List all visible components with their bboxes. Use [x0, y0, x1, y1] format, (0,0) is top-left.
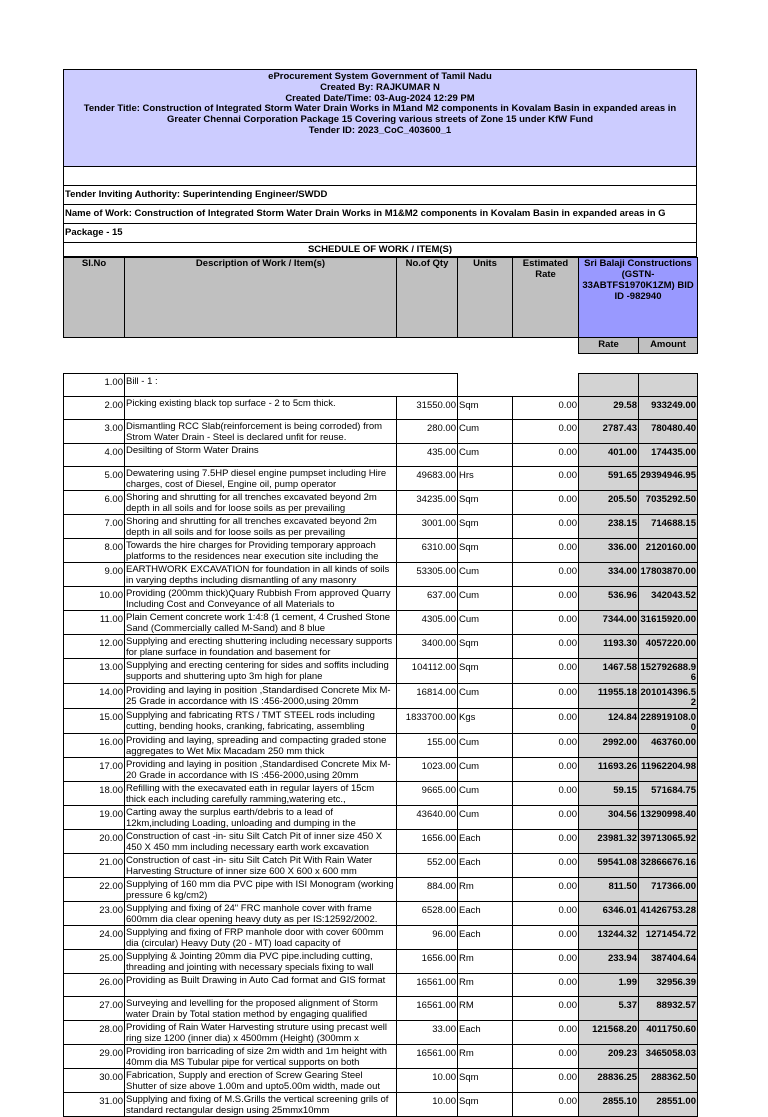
row-amount-text: 342043.52	[651, 590, 696, 601]
row-amount	[639, 997, 698, 1021]
row-amount-text: 463760.00	[651, 737, 696, 748]
table-row	[64, 467, 698, 491]
row-estimated-rate: 0.00	[513, 659, 579, 684]
row-amount	[639, 830, 698, 854]
row-description: Providing (200mm thick)Quary Rubbish From approved Quarry Including Cost and Conveyance of all Materials to	[125, 587, 397, 611]
row-unit: Sqm	[458, 539, 513, 563]
row-description: Fabrication, Supply and erection of Screw Gearing Steel Shutter of size above 1.00m and upto5.00m width, made out	[125, 1069, 397, 1093]
row-rate: 5.37	[579, 997, 639, 1021]
row-qty: 16561.00	[397, 974, 458, 997]
row-slno: 28.00	[64, 1021, 125, 1045]
row-amount	[639, 950, 698, 974]
row-estimated-rate: 0.00	[513, 587, 579, 611]
row-description: Construction of cast -in- situ Silt Catch Pit of inner size 450 X 450 X 450 mm including necessary earth work excavation	[125, 830, 397, 854]
row-qty: 43640.00	[397, 806, 458, 830]
row-qty: 33.00	[397, 1021, 458, 1045]
row-amount-text: 32956.39	[656, 977, 696, 988]
row-amount-text: 11962204.98	[641, 761, 696, 772]
row-description: Refilling with the execavated eath in regular layers of 15cm thick each including carefully ramming,watering etc.,	[125, 782, 397, 806]
row-unit: Each	[458, 830, 513, 854]
row-amount	[639, 902, 698, 926]
row-amount	[639, 1021, 698, 1045]
row-rate: 124.84	[579, 709, 639, 734]
row-amount-text: 41426753.28	[640, 905, 696, 916]
row-qty: 280.00	[397, 420, 458, 444]
row-estimated-rate: 0.00	[513, 444, 579, 467]
row-amount	[639, 539, 698, 563]
row-slno: 12.00	[64, 635, 125, 659]
row-amount-text: 1271454.72	[645, 929, 696, 940]
row-estimated-rate: 0.00	[513, 1093, 579, 1117]
row-amount-text: 228919108.00	[640, 712, 696, 733]
table-row	[64, 659, 698, 684]
row-qty: 16814.00	[397, 684, 458, 709]
row-estimated-rate: 0.00	[513, 684, 579, 709]
row-slno: 31.00	[64, 1093, 125, 1117]
row-slno: 18.00	[64, 782, 125, 806]
row-estimated-rate: 0.00	[513, 467, 579, 491]
row-slno: 25.00	[64, 950, 125, 974]
row-amount-text: 933249.00	[651, 400, 696, 411]
row-slno: 10.00	[64, 587, 125, 611]
col-estimated-rate: Estimated Rate	[513, 258, 579, 338]
row-rate: 334.00	[579, 563, 639, 587]
report-header	[63, 69, 697, 167]
row-description: Supplying and erecting centering for sides and soffits including supports and shuttering upto 3m high for plane	[125, 659, 397, 684]
row-description: Supplying and fixing of FRP manhole door with cover 600mm dia (circular) Heavy Duty (20 - MT) load capacity of	[125, 926, 397, 950]
table-row	[64, 515, 698, 539]
tender-id: Tender ID: 2023_CoC_403600_1	[308, 124, 452, 136]
table-row	[64, 878, 698, 902]
row-qty: 34235.00	[397, 491, 458, 515]
row-rate: 121568.20	[579, 1021, 639, 1045]
row-unit: Each	[458, 926, 513, 950]
row-rate: 1467.58	[579, 659, 639, 684]
row-slno: 23.00	[64, 902, 125, 926]
row-slno: 30.00	[64, 1069, 125, 1093]
row-rate: 2787.43	[579, 420, 639, 444]
row-qty: 16561.00	[397, 997, 458, 1021]
table-row	[64, 491, 698, 515]
row-qty: 1656.00	[397, 830, 458, 854]
row-qty: 10.00	[397, 1069, 458, 1093]
row-estimated-rate: 0.00	[513, 950, 579, 974]
row-description: Supplying of 160 mm dia PVC pipe with ISI Monogram (working pressure 6 kg/cm2)	[125, 878, 397, 902]
row-rate: 23981.32	[579, 830, 639, 854]
row-unit: Cum	[458, 782, 513, 806]
row-description: Supplying and fabricating RTS / TMT STEEL rods including cutting, bending hooks, cranking, fabricating, assembling	[125, 709, 397, 734]
row-amount-text: 714688.15	[651, 518, 696, 529]
row-rate: 2992.00	[579, 734, 639, 758]
bill-row	[64, 374, 698, 397]
row-qty: 3001.00	[397, 515, 458, 539]
row-rate: 59541.08	[579, 854, 639, 878]
row-description: Towards the hire charges for Providing temporary approach platforms to the residences near execution site including the	[125, 539, 397, 563]
row-rate: 304.56	[579, 806, 639, 830]
row-rate: 1.99	[579, 974, 639, 997]
row-slno: 16.00	[64, 734, 125, 758]
row-description: Desilting of Storm Water Drains	[125, 444, 397, 467]
col-rate: Rate	[579, 338, 639, 354]
row-estimated-rate: 0.00	[513, 734, 579, 758]
row-rate: 59.15	[579, 782, 639, 806]
row-estimated-rate: 0.00	[513, 854, 579, 878]
row-description: Supplying and fixing of M.S.Grills the vertical screening grils of standard rectangular design using 25mmx10mm	[125, 1093, 397, 1117]
row-rate: 1193.30	[579, 635, 639, 659]
row-amount-text: 88932.57	[656, 1000, 696, 1011]
row-amount	[639, 684, 698, 709]
row-unit: Cum	[458, 444, 513, 467]
column-header-table	[63, 257, 698, 354]
row-amount-text: 32866676.16	[640, 857, 696, 868]
row-description: EARTHWORK EXCAVATION for foundation in all kinds of soils in varying depths including dismantling of any masonry	[125, 563, 397, 587]
row-rate: 536.96	[579, 587, 639, 611]
row-unit: Rm	[458, 950, 513, 974]
row-estimated-rate: 0.00	[513, 515, 579, 539]
row-amount-text: 174435.00	[651, 447, 696, 458]
table-row	[64, 563, 698, 587]
col-units: Units	[458, 258, 513, 338]
row-slno: 15.00	[64, 709, 125, 734]
header-created-by: Created By: RAJKUMAR N	[320, 81, 440, 93]
table-row	[64, 758, 698, 782]
row-description: Shoring and shrutting for all trenches excavated beyond 2m depth in all soils and for loose soils as per prevailing	[125, 515, 397, 539]
row-qty: 9665.00	[397, 782, 458, 806]
row-amount	[639, 974, 698, 997]
row-description: Supplying & Jointing 20mm dia PVC pipe.including cutting, threading and jointing with necessary specials fixing to wall	[125, 950, 397, 974]
table-row	[64, 1093, 698, 1117]
name-of-work: Name of Work: Construction of Integrated Storm Water Drain Works in M1&M2 components in Kovalam Basin in expanded areas in G	[63, 205, 697, 224]
row-qty: 1656.00	[397, 950, 458, 974]
row-unit: Hrs	[458, 467, 513, 491]
row-amount	[639, 1069, 698, 1093]
row-amount	[639, 444, 698, 467]
table-row	[64, 444, 698, 467]
row-slno: 7.00	[64, 515, 125, 539]
row-rate: 13244.32	[579, 926, 639, 950]
row-amount	[639, 854, 698, 878]
table-row	[64, 587, 698, 611]
row-slno: 26.00	[64, 974, 125, 997]
col-description: Description of Work / Item(s)	[125, 258, 397, 338]
row-slno: 17.00	[64, 758, 125, 782]
row-qty: 6310.00	[397, 539, 458, 563]
row-unit: Rm	[458, 974, 513, 997]
row-slno: 14.00	[64, 684, 125, 709]
row-unit: Sqm	[458, 1069, 513, 1093]
table-row	[64, 950, 698, 974]
row-estimated-rate: 0.00	[513, 782, 579, 806]
row-estimated-rate: 0.00	[513, 1069, 579, 1093]
row-slno: 20.00	[64, 830, 125, 854]
row-estimated-rate: 0.00	[513, 709, 579, 734]
row-slno: 11.00	[64, 611, 125, 635]
row-description: Supplying and erecting shuttering including necessary supports for plane surface in foundation and basement for	[125, 635, 397, 659]
row-qty: 16561.00	[397, 1045, 458, 1069]
row-unit: Cum	[458, 611, 513, 635]
header-blank	[64, 338, 579, 354]
row-description: Supplying and fixing of 24" FRC manhole cover with frame 600mm dia clear opening heavy duty as per IS:12592/2002.	[125, 902, 397, 926]
row-amount-text: 780480.40	[651, 423, 696, 434]
row-qty: 10.00	[397, 1093, 458, 1117]
row-estimated-rate: 0.00	[513, 758, 579, 782]
row-estimated-rate: 0.00	[513, 1021, 579, 1045]
row-description: Providing as Built Drawing in Auto Cad format and GIS format	[125, 974, 397, 997]
col-qty: No.of Qty	[397, 258, 458, 338]
row-estimated-rate: 0.00	[513, 420, 579, 444]
row-qty: 31550.00	[397, 397, 458, 420]
row-amount-text: 4057220.00	[645, 638, 696, 649]
items-table	[63, 373, 698, 1117]
row-description: Plain Cement concrete work 1:4:8 (1 cement, 4 Crushed Stone Sand (Commercially called M-Sand) and 8 blue	[125, 611, 397, 635]
row-amount-text: 17803870.00	[640, 566, 696, 577]
row-estimated-rate: 0.00	[513, 635, 579, 659]
row-amount	[639, 878, 698, 902]
row-description: Providing and laying in position ,Standardised Concrete Mix M-20 Grade in accordance with IS :456-2000,using 20mm	[125, 758, 397, 782]
row-unit: Sqm	[458, 1093, 513, 1117]
row-description: Surveying and levelling for the proposed alignment of Storm water Drain by Total station method by engaging qualified	[125, 997, 397, 1021]
row-rate: 29.58	[579, 397, 639, 420]
header-system: eProcurement System Government of Tamil Nadu	[268, 71, 492, 82]
row-qty: 1023.00	[397, 758, 458, 782]
row-estimated-rate: 0.00	[513, 926, 579, 950]
row-unit: Cum	[458, 587, 513, 611]
spacer-row	[63, 167, 697, 186]
table-row	[64, 611, 698, 635]
row-slno: 22.00	[64, 878, 125, 902]
row-unit: Each	[458, 1021, 513, 1045]
row-qty: 104112.00	[397, 659, 458, 684]
row-estimated-rate: 0.00	[513, 539, 579, 563]
row-unit: Cum	[458, 684, 513, 709]
row-rate: 336.00	[579, 539, 639, 563]
row-unit: Kgs	[458, 709, 513, 734]
row-unit: Sqm	[458, 515, 513, 539]
row-amount	[639, 758, 698, 782]
table-row	[64, 806, 698, 830]
row-amount	[639, 926, 698, 950]
row-amount	[639, 563, 698, 587]
row-description: Construction of cast -in- situ Silt Catch Pit With Rain Water Harvesting Structure of inner size 600 X 600 x 600 mm	[125, 854, 397, 878]
col-slno: Sl.No	[64, 258, 125, 338]
row-description: Providing of Rain Water Harvesting struture using precast well ring size 1200 (inner dia) x 4500mm (Height) (300mm x	[125, 1021, 397, 1045]
table-row	[64, 709, 698, 734]
row-rate: 2855.10	[579, 1093, 639, 1117]
row-amount-text: 571684.75	[651, 785, 696, 796]
row-estimated-rate: 0.00	[513, 611, 579, 635]
col-amount: Amount	[639, 338, 698, 354]
row-qty: 155.00	[397, 734, 458, 758]
row-qty: 53305.00	[397, 563, 458, 587]
row-slno: 24.00	[64, 926, 125, 950]
row-amount-text: 7035292.50	[645, 494, 696, 505]
row-amount	[639, 467, 698, 491]
row-amount	[639, 397, 698, 420]
row-unit: Each	[458, 854, 513, 878]
row-unit: Sqm	[458, 659, 513, 684]
row-amount	[639, 515, 698, 539]
row-slno: 9.00	[64, 563, 125, 587]
row-amount	[639, 491, 698, 515]
row-amount-text: 4011750.60	[646, 1024, 696, 1035]
row-estimated-rate: 0.00	[513, 878, 579, 902]
row-slno: 8.00	[64, 539, 125, 563]
row-estimated-rate: 0.00	[513, 997, 579, 1021]
row-amount-text: 2120160.00	[645, 542, 696, 553]
row-description: Providing and laying in position ,Standardised Concrete Mix M-25 Grade in accordance with IS :456-2000,using 20mm	[125, 684, 397, 709]
row-rate: 11955.18	[579, 684, 639, 709]
row-unit: Sqm	[458, 491, 513, 515]
row-qty: 1833700.00	[397, 709, 458, 734]
row-amount-text: 387404.64	[651, 953, 696, 964]
row-amount-text: 288362.50	[651, 1072, 696, 1083]
row-slno: 4.00	[64, 444, 125, 467]
row-amount-text: 717366.00	[651, 881, 696, 892]
row-slno: 19.00	[64, 806, 125, 830]
bill-sl: 1.00	[64, 374, 125, 397]
row-amount	[639, 782, 698, 806]
row-qty: 552.00	[397, 854, 458, 878]
table-row	[64, 854, 698, 878]
gap	[63, 354, 697, 373]
schedule-sheet	[63, 69, 697, 1117]
row-rate: 811.50	[579, 878, 639, 902]
row-rate: 233.94	[579, 950, 639, 974]
table-row	[64, 420, 698, 444]
row-amount-text: 39713065.92	[640, 833, 696, 844]
row-description: Providing and laying, spreading and compacting graded stone aggregates to Wet Mix Macadam 250 mm thick	[125, 734, 397, 758]
bill-label: Bill - 1 :	[125, 374, 458, 397]
row-description: Shoring and shrutting for all trenches excavated beyond 2m depth in all soils and for loose soils as per prevailing	[125, 491, 397, 515]
row-slno: 6.00	[64, 491, 125, 515]
table-row	[64, 1021, 698, 1045]
row-slno: 13.00	[64, 659, 125, 684]
table-row	[64, 635, 698, 659]
table-row	[64, 1045, 698, 1069]
row-amount-text: 3465058.03	[645, 1048, 696, 1059]
row-estimated-rate: 0.00	[513, 830, 579, 854]
table-row	[64, 684, 698, 709]
row-estimated-rate: 0.00	[513, 491, 579, 515]
table-row	[64, 734, 698, 758]
row-amount	[639, 635, 698, 659]
col-bidder: Sri Balaji Constructions (GSTN-33ABTFS1970K1ZM) BID ID -982940	[579, 258, 698, 338]
row-rate: 7344.00	[579, 611, 639, 635]
row-rate: 238.15	[579, 515, 639, 539]
row-amount	[639, 1093, 698, 1117]
row-unit: RM	[458, 997, 513, 1021]
table-row	[64, 539, 698, 563]
row-estimated-rate: 0.00	[513, 1045, 579, 1069]
row-amount-text: 31615920.00	[640, 614, 696, 625]
row-amount	[639, 611, 698, 635]
row-slno: 2.00	[64, 397, 125, 420]
row-estimated-rate: 0.00	[513, 806, 579, 830]
row-unit: Rm	[458, 1045, 513, 1069]
row-estimated-rate: 0.00	[513, 563, 579, 587]
row-unit: Cum	[458, 758, 513, 782]
row-unit: Rm	[458, 878, 513, 902]
row-estimated-rate: 0.00	[513, 397, 579, 420]
row-amount	[639, 420, 698, 444]
row-qty: 435.00	[397, 444, 458, 467]
row-description: Dewatering using 7.5HP diesel engine pumpset including Hire charges, cost of Diesel, Engine oil, pump operator	[125, 467, 397, 491]
row-qty: 884.00	[397, 878, 458, 902]
row-rate: 401.00	[579, 444, 639, 467]
row-unit: Sqm	[458, 635, 513, 659]
row-slno: 3.00	[64, 420, 125, 444]
row-amount	[639, 1045, 698, 1069]
row-slno: 29.00	[64, 1045, 125, 1069]
row-amount	[639, 659, 698, 684]
row-unit: Each	[458, 902, 513, 926]
schedule-title: SCHEDULE OF WORK / ITEM(S)	[63, 242, 697, 257]
table-row	[64, 830, 698, 854]
table-row	[64, 997, 698, 1021]
row-amount-text: 29394946.95	[640, 470, 696, 481]
row-unit: Sqm	[458, 397, 513, 420]
tender-authority: Tender Inviting Authority: Superintending Engineer/SWDD	[63, 186, 697, 205]
table-row	[64, 974, 698, 997]
row-slno: 21.00	[64, 854, 125, 878]
table-row	[64, 782, 698, 806]
row-amount	[639, 587, 698, 611]
row-rate: 11693.26	[579, 758, 639, 782]
row-rate: 591.65	[579, 467, 639, 491]
row-slno: 27.00	[64, 997, 125, 1021]
row-qty: 4305.00	[397, 611, 458, 635]
row-amount-text: 201014396.52	[640, 687, 696, 708]
row-amount-text: 13290998.40	[640, 809, 696, 820]
row-amount	[639, 709, 698, 734]
row-qty: 6528.00	[397, 902, 458, 926]
row-qty: 96.00	[397, 926, 458, 950]
row-amount-text: 28551.00	[656, 1096, 696, 1107]
row-description: Carting away the surplus earth/debris to a lead of 12km,including Loading, unloading and dumping in the	[125, 806, 397, 830]
row-qty: 637.00	[397, 587, 458, 611]
row-amount	[639, 806, 698, 830]
row-unit: Cum	[458, 734, 513, 758]
row-rate: 6346.01	[579, 902, 639, 926]
row-description: Picking existing black top surface - 2 to 5cm thick.	[125, 397, 397, 420]
row-slno: 5.00	[64, 467, 125, 491]
table-row	[64, 397, 698, 420]
row-estimated-rate: 0.00	[513, 974, 579, 997]
row-rate: 205.50	[579, 491, 639, 515]
row-qty: 49683.00	[397, 467, 458, 491]
row-rate: 28836.25	[579, 1069, 639, 1093]
table-row	[64, 926, 698, 950]
header-created-date: Created Date/Time: 03-Aug-2024 12:29 PM	[285, 92, 475, 104]
package-label: Package - 15	[63, 224, 697, 242]
row-description: Dismantling RCC Slab(reinforcement is being corroded) from Strom Water Drain - Steel is declared unfit for reuse.	[125, 420, 397, 444]
row-qty: 3400.00	[397, 635, 458, 659]
row-estimated-rate: 0.00	[513, 902, 579, 926]
table-row	[64, 1069, 698, 1093]
row-description: Providing iron barricading of size 2m width and 1m height with 40mm dia MS Tubular pipe for vertical supports on both	[125, 1045, 397, 1069]
tender-title: Tender Title: Construction of Integrated Storm Water Drain Works in M1and M2 components in Kovalam Basin in expanded areas in Greater Chennai Corporation Package 15 Covering various streets of Zone 15 under KfW Fund	[83, 103, 677, 126]
row-amount	[639, 734, 698, 758]
row-unit: Cum	[458, 420, 513, 444]
row-rate: 209.23	[579, 1045, 639, 1069]
row-unit: Cum	[458, 563, 513, 587]
row-unit: Cum	[458, 806, 513, 830]
table-row	[64, 902, 698, 926]
row-amount-text: 152792688.96	[640, 662, 696, 683]
